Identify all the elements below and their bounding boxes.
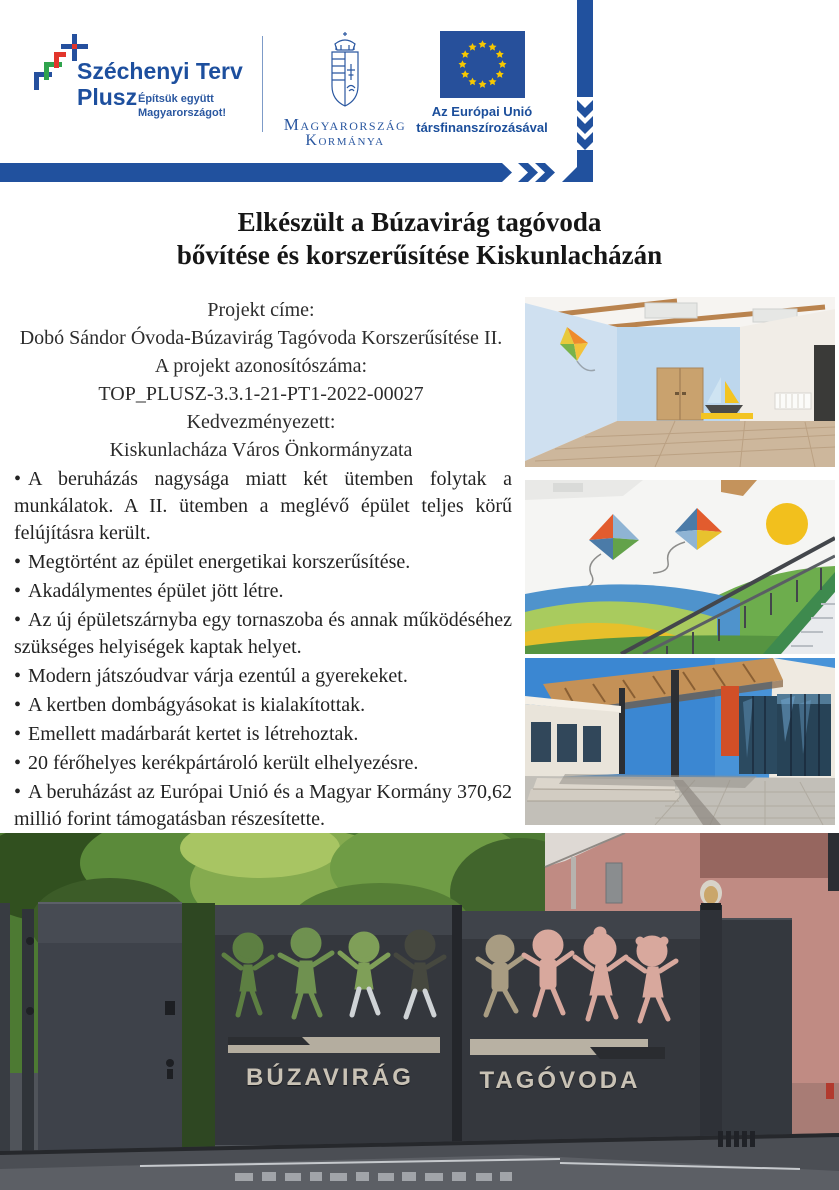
list-item — [14, 549, 512, 576]
project-id-value: TOP_PLUSZ-3.3.1-21-PT1-2022-00027 — [98, 383, 424, 405]
beneficiary-value: Kiskunlacháza Város Önkormányzata — [109, 439, 413, 461]
chevron-down-icon — [577, 132, 593, 150]
bullet-icon: • — [14, 551, 22, 573]
bullet-icon: • — [14, 723, 22, 745]
list-item — [14, 692, 512, 719]
project-title-value: Dobó Sándor Óvoda-Búzavirág Tagóvoda Korszerűsítése II. — [19, 327, 503, 349]
szechenyi-terv-plusz-logo — [28, 30, 263, 140]
left-wing — [525, 696, 621, 778]
list-item-text: A beruházást az Európai Unió és a Magyar Kormány 370,62 millió forint támogatásban részesítette. — [14, 781, 512, 830]
page-title-line2: bővítése és korszerűsítése Kiskunlacházán — [176, 240, 663, 270]
skylight — [645, 303, 697, 318]
government-logo-text — [270, 117, 420, 149]
header-divider — [262, 36, 263, 132]
list-item — [14, 721, 512, 748]
frame-vertical-bar — [577, 0, 593, 97]
list-item — [14, 607, 512, 661]
eu-text-line1: Az Európai Unió — [431, 104, 533, 119]
szechenyi-name-line2: Plusz — [77, 84, 138, 110]
chevron-down-icon — [577, 116, 593, 134]
project-title-label: Projekt címe: — [207, 299, 315, 321]
gate-seam — [452, 905, 462, 1148]
government-logo-line2: Kormánya — [305, 132, 385, 149]
gate-name-right: TAGÓVODA — [479, 1067, 641, 1094]
photo-building-exterior — [525, 658, 835, 825]
sun-mural — [766, 503, 808, 545]
project-results-list — [14, 466, 512, 835]
photo-staircase-mural — [525, 480, 835, 654]
project-id-label: A projekt azonosítószáma: — [154, 355, 368, 377]
glass-wall-right — [777, 694, 831, 776]
fence-panel — [0, 903, 10, 1153]
gate-name-left: BÚZAVIRÁG — [246, 1064, 414, 1091]
dark-doorway — [814, 345, 835, 421]
list-item-text: A beruházás nagysága miatt két ütemben folytak a munkálatok. A II. ütemben a meglévő épület teljes körű felújításra került. — [14, 468, 512, 544]
gate-post — [22, 909, 34, 1153]
eu-flag-icon — [440, 31, 525, 98]
hedge-gap — [182, 903, 215, 1150]
gate-leaf-right — [462, 911, 700, 1148]
window — [606, 863, 622, 903]
list-item-text: Akadálymentes épület jött létre. — [28, 580, 284, 602]
chevron-down-icon — [577, 100, 593, 118]
list-item-text: Megtörtént az épület energetikai korszerűsítése. — [28, 551, 411, 573]
photo-interior-room — [525, 297, 835, 467]
list-item-text: Emellett madárbarát kertet is létrehoztak. — [28, 723, 359, 745]
bullet-icon: • — [14, 609, 22, 631]
gate-lamp-post — [700, 880, 722, 1148]
bullet-icon: • — [14, 694, 22, 716]
hungarian-government-logo — [270, 30, 420, 148]
government-logo-line1: Magyarország — [283, 115, 407, 134]
pedestrian-gate — [38, 903, 182, 1150]
eu-text-line2: társfinanszírozásával — [416, 120, 548, 135]
beneficiary-label: Kedvezményezett: — [186, 411, 336, 433]
project-info-block — [6, 296, 516, 464]
list-item-text: A kertben dombágyásokat is kialakítottak. — [28, 694, 366, 716]
list-item — [14, 750, 512, 777]
fence-panel — [722, 919, 792, 1145]
page-title-line1: Elkészült a Búzavirág tagóvoda — [237, 207, 602, 237]
szechenyi-tagline-line2: Magyarországot! — [138, 107, 227, 119]
glass-wall-center — [739, 696, 777, 774]
list-item-text: 20 férőhelyes kerékpártároló került elhelyezésre. — [28, 752, 419, 774]
eu-cofinancing-logo — [404, 31, 560, 136]
list-item — [14, 779, 512, 833]
photo-entrance-gate — [0, 833, 839, 1190]
gate-leaf-left — [215, 905, 452, 1145]
list-item-text: Modern játszóudvar várja ezentúl a gyerekeket. — [28, 665, 408, 687]
bullet-icon: • — [14, 752, 22, 774]
list-item — [14, 663, 512, 690]
orange-accent-wall — [721, 686, 739, 756]
list-item-text: Az új épületszárnyba egy tornaszoba és annak működéséhez szükséges helyiségek kaptak helyet. — [14, 609, 512, 658]
frame-corner — [562, 150, 593, 182]
frame-horizontal-bar — [0, 163, 512, 182]
column — [671, 670, 679, 780]
bullet-icon: • — [14, 781, 22, 803]
eu-cofinancing-text — [404, 104, 560, 136]
column — [619, 688, 625, 774]
downpipe — [571, 857, 576, 909]
page-title — [0, 206, 839, 272]
list-item — [14, 578, 512, 605]
hungary-coat-of-arms-icon — [318, 30, 372, 114]
wooden-double-door — [657, 368, 703, 420]
chevron-right-icon — [518, 163, 538, 182]
szechenyi-tagline-line1: Építsük együtt — [138, 93, 214, 105]
szechenyi-name-line1: Széchenyi Terv — [77, 58, 243, 84]
bullet-icon: • — [14, 468, 22, 490]
radiator — [775, 393, 811, 409]
bullet-icon: • — [14, 665, 22, 687]
list-item — [14, 466, 512, 547]
bullet-icon: • — [14, 580, 22, 602]
szechenyi-tagline — [138, 92, 226, 120]
